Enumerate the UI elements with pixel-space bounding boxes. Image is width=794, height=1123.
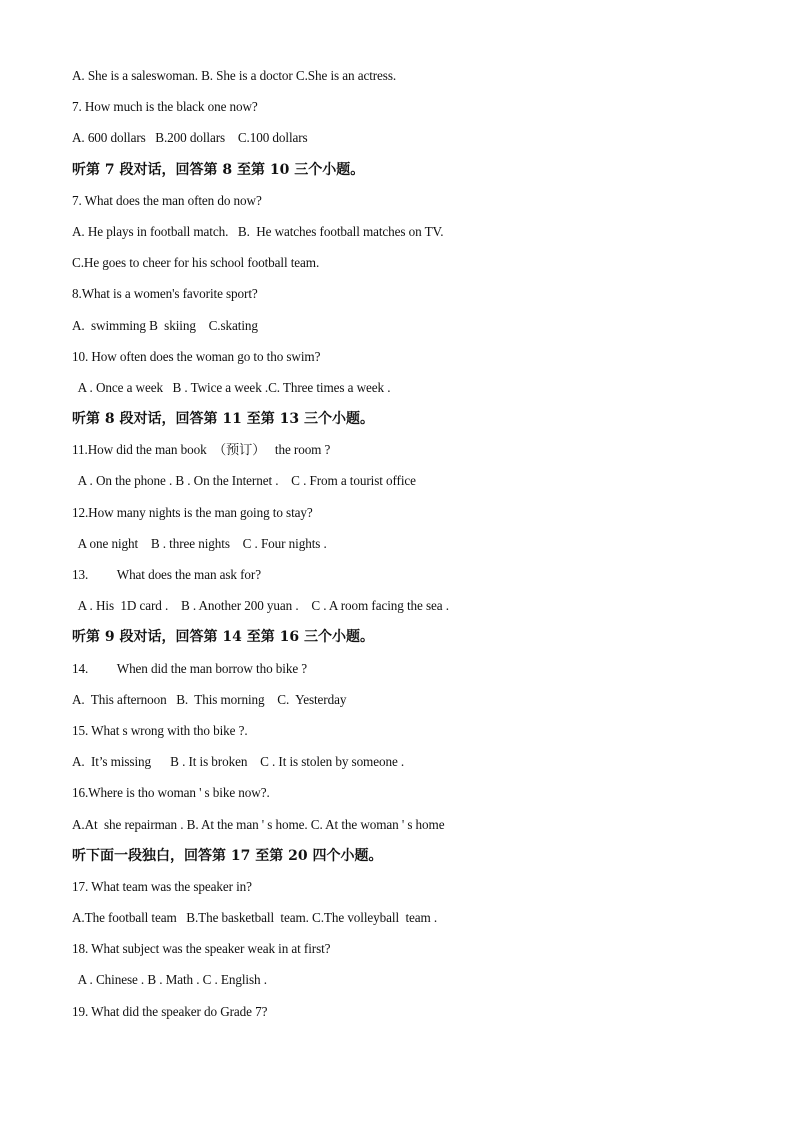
question-line: 7. How much is the black one now? xyxy=(72,99,258,115)
question-line: 19. What did the speaker do Grade 7? xyxy=(72,1003,268,1019)
question-line: 15. What s wrong with tho bike ?. xyxy=(72,722,248,738)
question-line: 18. What subject was the speaker weak in at first? xyxy=(72,941,331,957)
question-line: A. She is a saleswoman. B. She is a doctor C.She is an actress. xyxy=(72,68,397,83)
document-page xyxy=(72,64,752,1031)
question-line: 8.What is a women's favorite sport? xyxy=(72,286,258,302)
section-heading: 听第 9 段对话，回答第 14 至第 16 三个小题。 xyxy=(72,629,374,646)
question-line: A one night B . three nights C . Four nights . xyxy=(72,535,327,551)
question-line: 13. What does the man ask for? xyxy=(72,567,261,582)
section-heading: 听第 7 段对话，回答第 8 至第 10 三个小题。 xyxy=(72,161,365,178)
question-line: A. 600 dollars B.200 dollars C.100 dollars xyxy=(72,130,308,146)
question-line: 11.How did the man book （预订） the room ? xyxy=(72,442,331,458)
question-line: A. It’s missing B . It is broken C . It is stolen by someone . xyxy=(72,754,405,770)
question-line: A . Once a week B . Twice a week .C. Three times a week . xyxy=(72,379,391,395)
question-line: 10. How often does the woman go to tho swim? xyxy=(72,348,321,364)
section-heading: 听第 8 段对话，回答第 11 至第 13 三个小题。 xyxy=(72,411,374,428)
question-line: 14. When did the man borrow tho bike ? xyxy=(72,660,308,676)
question-line: A. This afternoon B. This morning C. Yesterday xyxy=(72,691,347,707)
question-line: 17. What team was the speaker in? xyxy=(72,878,252,894)
question-line: A . Chinese . B . Math . C . English . xyxy=(72,972,267,988)
question-line: A.At she repairman . B. At the man ' s home. C. At the woman ' s home xyxy=(72,816,445,832)
question-line: A. He plays in football match. B. He watches football matches on TV. xyxy=(72,223,444,239)
question-line: C.He goes to cheer for his school football team. xyxy=(72,255,320,271)
section-heading: 听下面一段独白，回答第 17 至第 20 四个小题。 xyxy=(72,847,383,864)
question-line: A.The football team B.The basketball team. C.The volleyball team . xyxy=(72,910,438,926)
question-line: A . His 1D card . B . Another 200 yuan . C . A room facing the sea . xyxy=(72,598,449,614)
question-line: 7. What does the man often do now? xyxy=(72,192,262,208)
question-line: A . On the phone . B . On the Internet . C . From a tourist office xyxy=(72,473,416,489)
question-line: A. swimming B skiing C.skating xyxy=(72,317,258,333)
question-line: 12.How many nights is the man going to stay? xyxy=(72,504,313,520)
question-line: 16.Where is tho woman ' s bike now?. xyxy=(72,785,270,801)
